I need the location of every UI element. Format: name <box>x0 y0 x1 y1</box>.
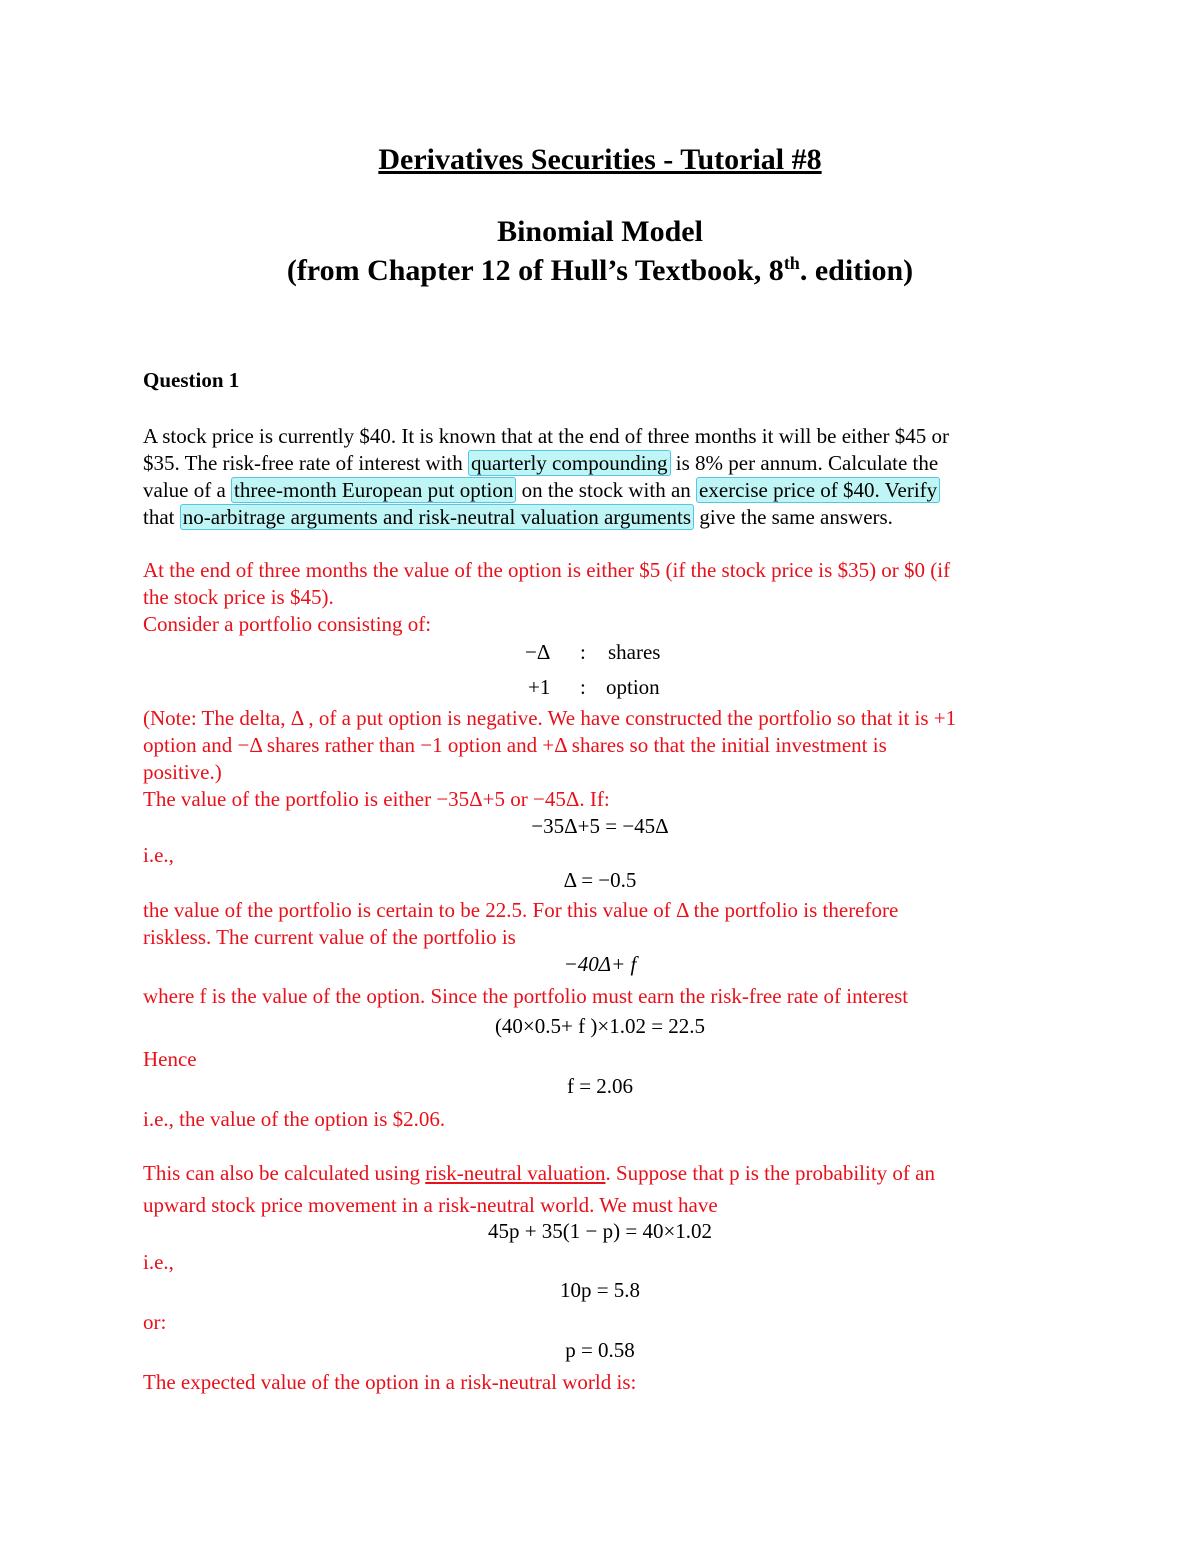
text-span: value of a <box>143 478 232 502</box>
text-span: is 8% per annum. Calculate the <box>670 451 939 475</box>
equation-1: −35Δ+5 = −45Δ <box>531 814 669 838</box>
document-title: Derivatives Securities - Tutorial #8 <box>378 143 822 176</box>
note-line-2: option and −Δ shares rather than −1 option and +Δ shares so that the initial investment is <box>143 733 887 757</box>
portfolio-row-1-left: −Δ <box>525 640 551 664</box>
question-line-3 <box>143 477 1063 504</box>
note-line-3: positive.) <box>143 760 222 784</box>
question-line-2 <box>143 450 1063 477</box>
highlight-put-option: three-month European put option <box>231 477 516 503</box>
equation-5: f = 2.06 <box>566 1074 634 1098</box>
or-label: or: <box>143 1310 167 1334</box>
question-heading: Question 1 <box>143 368 240 392</box>
highlight-exercise-price: exercise price of $40. Verify <box>696 477 940 503</box>
question-line-4 <box>143 504 1063 531</box>
equation-2: Δ = −0.5 <box>563 868 637 892</box>
text-span: This can also be calculated using <box>143 1161 426 1185</box>
source-text: (from Chapter 12 of Hull’s Textbook, 8 <box>286 254 784 287</box>
equation-3: −40Δ+ f <box>563 952 637 976</box>
equation-7: 10p = 5.8 <box>559 1278 641 1302</box>
highlight-quarterly-compounding: quarterly compounding <box>468 450 671 476</box>
portfolio-row-2-colon: : <box>580 675 586 699</box>
document-source <box>0 253 1200 288</box>
text-span: on the stock with an <box>516 478 697 502</box>
portfolio-row-1-colon: : <box>580 640 586 664</box>
answer-line-2: the stock price is $45). <box>143 585 334 609</box>
portfolio-row-2-right: option <box>606 675 660 699</box>
text-span: that <box>143 505 180 529</box>
highlight-arguments: no-arbitrage arguments and risk-neutral valuation arguments <box>180 504 694 530</box>
riskless-line-1: the value of the portfolio is certain to be 22.5. For this value of Δ the portfolio is therefore <box>143 898 899 922</box>
portfolio-row-1-right: shares <box>608 640 661 664</box>
source-text-end: . edition) <box>799 254 914 287</box>
answer-line-1: At the end of three months the value of the option is either $5 (if the stock price is $35) or $0 (if <box>143 558 951 582</box>
text-span: . Suppose that p is the probability of an <box>605 1161 935 1185</box>
text-span: give the same answers. <box>694 505 893 529</box>
option-value-line: i.e., the value of the option is $2.06. <box>143 1107 446 1131</box>
document-subtitle: Binomial Model <box>497 215 703 248</box>
where-line: where f is the value of the option. Since the portfolio must earn the risk-free rate of interest <box>143 984 909 1008</box>
portfolio-row-2-left: +1 <box>528 675 551 699</box>
question-line-1: A stock price is currently $40. It is known that at the end of three months it will be either $45 or <box>143 424 949 448</box>
hence-label: Hence <box>143 1047 197 1071</box>
ie-label-1: i.e., <box>143 843 174 867</box>
risk-neutral-line-1 <box>143 1160 1063 1187</box>
risk-neutral-line-2: upward stock price movement in a risk-neutral world. We must have <box>143 1193 718 1217</box>
ie-label-2: i.e., <box>143 1250 174 1274</box>
text-span: $35. The risk-free rate of interest with <box>143 451 468 475</box>
expected-value-line: The expected value of the option in a risk-neutral world is: <box>143 1370 637 1394</box>
riskless-line-2: riskless. The current value of the portfolio is <box>143 925 516 949</box>
risk-neutral-valuation-link[interactable]: risk-neutral valuation <box>425 1161 606 1185</box>
equation-4: (40×0.5+ f )×1.02 = 22.5 <box>494 1014 706 1038</box>
equation-6: 45p + 35(1 − p) = 40×1.02 <box>487 1219 713 1243</box>
note-line-1: (Note: The delta, Δ , of a put option is negative. We have constructed the portfolio so that it is +1 <box>143 706 957 730</box>
value-line: The value of the portfolio is either −35Δ+5 or −45Δ. If: <box>143 787 610 811</box>
source-superscript: th <box>783 253 800 273</box>
equation-8: p = 0.58 <box>565 1338 635 1362</box>
answer-line-3: Consider a portfolio consisting of: <box>143 612 432 636</box>
